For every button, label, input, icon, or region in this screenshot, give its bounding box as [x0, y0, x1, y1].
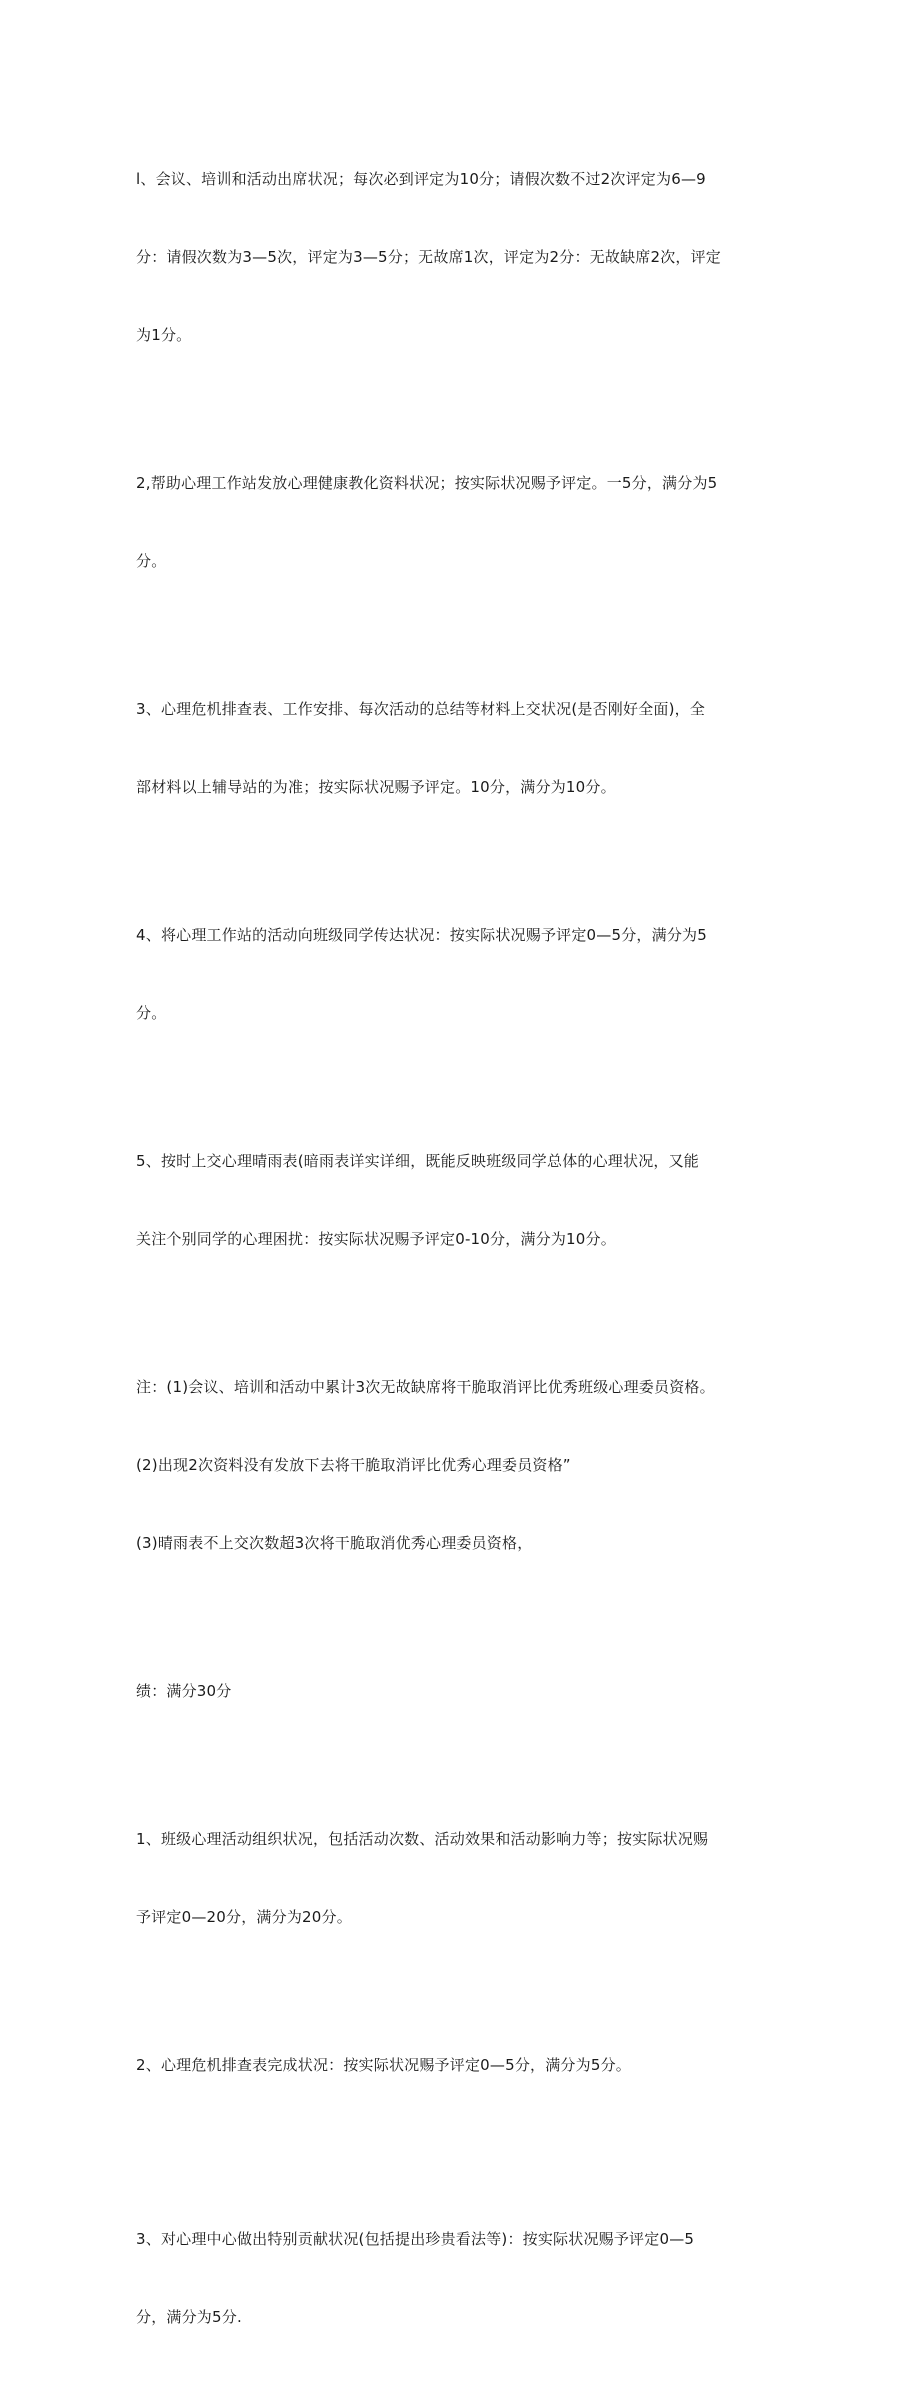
rule-paragraph-materials-submission — [136, 644, 788, 852]
rule-paragraph-crisis-checklist — [136, 2000, 788, 2130]
text-line: 分。 — [136, 552, 167, 570]
text-line: (3)晴雨表不上交次数超3次将干脆取消优秀心理委员资格， — [136, 1534, 533, 1552]
text-line: 2,帮助心理工作站发放心理健康教化资料状况；按实际状况赐予评定。一5分，满分为5 — [136, 474, 718, 492]
paragraph-spacer — [136, 1756, 788, 1774]
paragraph-spacer — [136, 1982, 788, 2000]
paragraph-spacer — [136, 626, 788, 644]
text-line: 3、心理危机排查表、工作安排、每次活动的总结等材料上交状况(是否刚好全面)，全 — [136, 700, 706, 718]
text-line: 4、将心理工作站的活动向班级同学传达状况：按实际状况赐予评定0—5分，满分为5 — [136, 926, 707, 944]
document-body — [136, 114, 788, 2382]
paragraph-spacer — [136, 852, 788, 870]
text-line: l、会议、培训和活动出席状况；每次必到评定为10分；请假次数不过2次评定为6—9 — [136, 170, 706, 188]
section-heading-score — [136, 1626, 788, 1756]
rule-paragraph-materials-distribution — [136, 418, 788, 626]
text-line: 2、心理危机排查表完成状况：按实际状况赐予评定0—5分，满分为5分。 — [136, 2056, 631, 2074]
rule-paragraph-mood-report — [136, 1096, 788, 1304]
text-line: 分：请假次数为3—5次，评定为3—5分；无故席1次，评定为2分：无故缺席2次，评定 — [136, 248, 722, 266]
text-line: (2)出现2次资料没有发放下去将干脆取消评比优秀心理委员资格” — [136, 1456, 571, 1474]
text-line: 5、按时上交心理晴雨表(暗雨表详实详细，既能反映班级同学总体的心理状况，又能 — [136, 1152, 699, 1170]
text-line: 关注个别同学的心理困扰：按实际状况赐予评定0-10分，满分为10分。 — [136, 1230, 616, 1248]
paragraph-spacer — [136, 400, 788, 418]
rule-paragraph-activity-organization — [136, 1774, 788, 1982]
notes-paragraph — [136, 1322, 788, 1608]
rule-paragraph-communication — [136, 870, 788, 1078]
text-line: 予评定0—20分，满分为20分。 — [136, 1908, 352, 1926]
text-line: 分。 — [136, 1004, 167, 1022]
text-line: 3、对心理中心做出特别贡献状况(包括提出珍贵看法等)：按实际状况赐予评定0—5 — [136, 2230, 695, 2248]
text-line: 为1分。 — [136, 326, 192, 344]
paragraph-spacer — [136, 1078, 788, 1096]
paragraph-spacer — [136, 1608, 788, 1626]
text-line: 1、班级心理活动组织状况，包括活动次数、活动效果和活动影响力等；按实际状况赐 — [136, 1830, 709, 1848]
paragraph-spacer — [136, 1304, 788, 1322]
rule-paragraph-special-contribution — [136, 2174, 788, 2382]
rule-paragraph-attendance — [136, 114, 788, 400]
text-line: 部材料以上辅导站的为准；按实际状况赐予评定。10分，满分为10分。 — [136, 778, 616, 796]
text-line: 分，满分为5分. — [136, 2308, 242, 2326]
text-line: 绩：满分30分 — [136, 1682, 232, 1700]
paragraph-spacer — [136, 2130, 788, 2174]
text-line: 注：(1)会议、培训和活动中累计3次无故缺席将干脆取消评比优秀班级心理委员资格。 — [136, 1378, 715, 1396]
